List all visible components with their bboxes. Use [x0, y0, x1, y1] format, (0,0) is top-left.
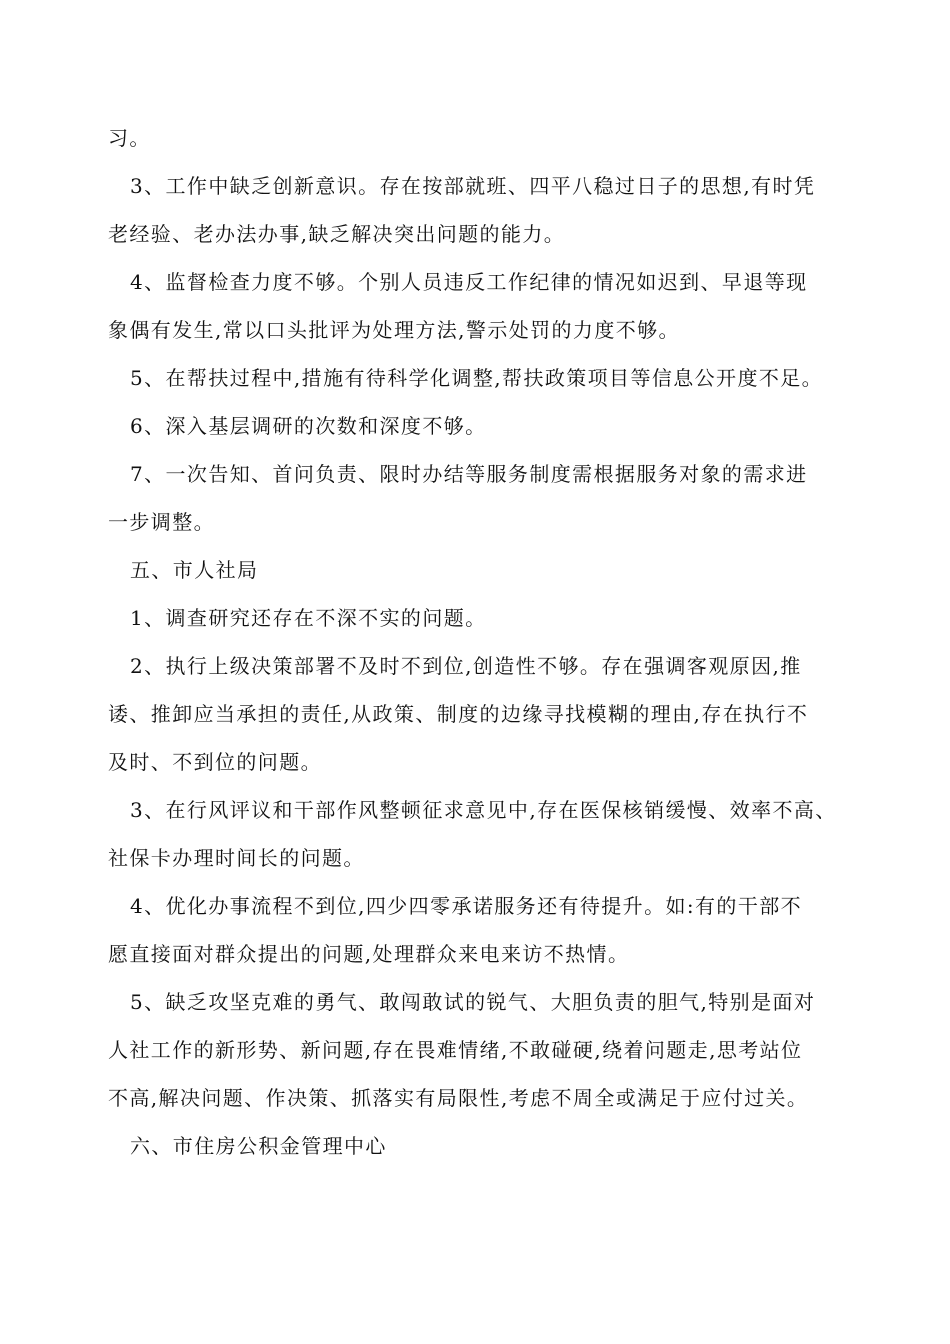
text-line: 3、在行风评议和干部作风整顿征求意见中,存在医保核销缓慢、效率不高、	[130, 798, 837, 822]
text-line: 不高,解决问题、作决策、抓落实有局限性,考虑不周全或满足于应付过关。	[108, 1086, 809, 1110]
text-line: 及时、不到位的问题。	[108, 750, 322, 774]
text-line: 老经验、老办法办事,缺乏解决突出问题的能力。	[108, 222, 566, 246]
text-line: 5、缺乏攻坚克难的勇气、敢闯敢试的锐气、大胆负责的胆气,特别是面对	[130, 990, 816, 1014]
text-line: 一步调整。	[108, 510, 215, 534]
document-body	[108, 114, 854, 1170]
paragraph-item-2-execution	[108, 642, 854, 786]
text-line: 诿、推卸应当承担的责任,从政策、制度的边缘寻找模糊的理由,存在执行不	[108, 702, 809, 726]
paragraph-item-4-process	[108, 882, 854, 978]
text-line: 3、工作中缺乏创新意识。存在按部就班、四平八稳过日子的思想,有时凭	[130, 174, 816, 198]
paragraph-item-1-investigation	[108, 594, 854, 642]
text-line: 人社工作的新形势、新问题,存在畏难情绪,不敢碰硬,绕着问题走,思考站位	[108, 1038, 803, 1062]
text-line: 6、深入基层调研的次数和深度不够。	[130, 414, 487, 438]
paragraph-item-5-courage	[108, 978, 854, 1122]
paragraph-item-5-assistance	[108, 354, 854, 402]
text-line: 习。	[108, 126, 151, 150]
paragraph-item-7-service	[108, 450, 854, 546]
text-line: 5、在帮扶过程中,措施有待科学化调整,帮扶政策项目等信息公开度不足。	[130, 366, 824, 390]
text-line: 4、优化办事流程不到位,四少四零承诺服务还有待提升。如:有的干部不	[130, 894, 803, 918]
paragraph-continuation	[108, 114, 854, 162]
text-line: 社保卡办理时间长的问题。	[108, 846, 365, 870]
section-heading-text: 五、市人社局	[130, 558, 259, 582]
paragraph-item-3-evaluation	[108, 786, 854, 882]
text-line: 2、执行上级决策部署不及时不到位,创造性不够。存在强调客观原因,推	[130, 654, 802, 678]
paragraph-item-3-innovation	[108, 162, 854, 258]
section-heading-text: 六、市住房公积金管理中心	[130, 1134, 387, 1158]
paragraph-item-4-supervision	[108, 258, 854, 354]
section-heading-5	[108, 546, 854, 594]
text-line: 4、监督检查力度不够。个别人员违反工作纪律的情况如迟到、早退等现	[130, 270, 808, 294]
text-line: 7、一次告知、首问负责、限时办结等服务制度需根据服务对象的需求进	[130, 462, 808, 486]
text-line: 象偶有发生,常以口头批评为处理方法,警示处罚的力度不够。	[108, 318, 680, 342]
section-heading-6	[108, 1122, 854, 1170]
paragraph-item-6-research	[108, 402, 854, 450]
text-line: 1、调查研究还存在不深不实的问题。	[130, 606, 487, 630]
text-line: 愿直接面对群众提出的问题,处理群众来电来访不热情。	[108, 942, 630, 966]
